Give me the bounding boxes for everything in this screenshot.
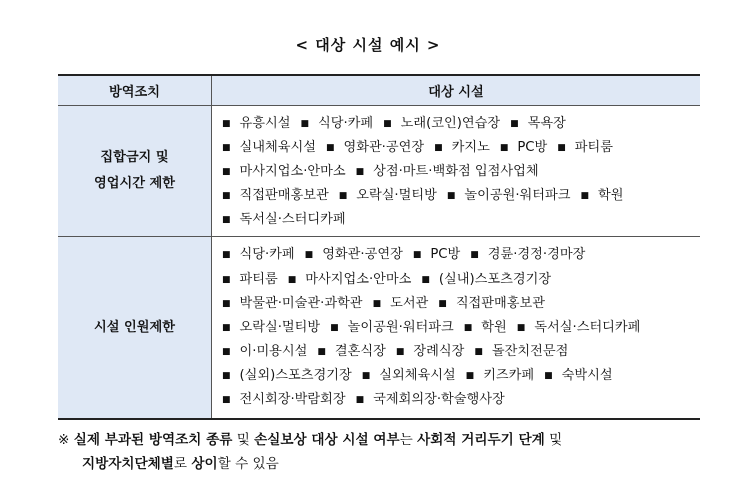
square-bullet-icon: ■ bbox=[355, 395, 365, 406]
measure-label: 집합금지 및 bbox=[100, 150, 169, 166]
facility-item bbox=[362, 364, 456, 388]
measure-label: 영업시간 제한 bbox=[93, 176, 176, 192]
facility-line bbox=[222, 388, 700, 412]
facility-item bbox=[288, 268, 412, 292]
square-bullet-icon: ■ bbox=[361, 370, 371, 381]
facility-item bbox=[222, 243, 295, 267]
facility-name: PC방 bbox=[517, 140, 548, 156]
square-bullet-icon: ■ bbox=[317, 346, 326, 357]
measure-label: 시설 인원제한 bbox=[93, 319, 176, 335]
facility-name: 실외체육시설 bbox=[379, 367, 456, 383]
facility-name: 파티룸 bbox=[239, 271, 278, 287]
facility-name: 유흥시설 bbox=[239, 116, 291, 131]
square-bullet-icon: ■ bbox=[421, 274, 430, 285]
facility-name: 마사지업소·안마소 bbox=[239, 164, 346, 180]
facility-item bbox=[510, 112, 566, 136]
facility-name: 키즈카페 bbox=[483, 367, 535, 383]
facility-item bbox=[580, 184, 623, 208]
facility-item bbox=[300, 112, 373, 136]
facility-item bbox=[222, 340, 307, 364]
square-bullet-icon: ■ bbox=[222, 370, 231, 381]
facility-name: 독서실·스터디카페 bbox=[534, 319, 641, 335]
footnote-segment: 및 bbox=[544, 432, 563, 448]
header-facility: 대상 시설 bbox=[212, 75, 701, 106]
square-bullet-icon: ■ bbox=[330, 322, 339, 333]
facility-item bbox=[383, 112, 500, 136]
square-bullet-icon: ■ bbox=[355, 167, 365, 178]
footnote-segment: 실제 부과된 방역조치 종류 bbox=[73, 432, 233, 448]
facility-item bbox=[222, 268, 278, 292]
facility-name: 오락실·멀티방 bbox=[356, 188, 437, 204]
facility-item bbox=[356, 388, 505, 412]
facility-item bbox=[222, 316, 320, 340]
facility-name: 영화관·공연장 bbox=[322, 247, 403, 263]
square-bullet-icon: ■ bbox=[438, 298, 447, 309]
square-bullet-icon: ■ bbox=[372, 298, 382, 309]
square-bullet-icon: ■ bbox=[222, 119, 231, 129]
footnote-line-2 bbox=[58, 452, 708, 476]
square-bullet-icon: ■ bbox=[325, 143, 335, 154]
facility-item bbox=[317, 340, 385, 364]
reference-mark-icon: ※ bbox=[58, 432, 74, 448]
facility-name: 학원 bbox=[481, 319, 507, 335]
facility-item bbox=[222, 112, 290, 136]
table-row bbox=[58, 237, 700, 420]
facility-name: 직접판매홍보관 bbox=[455, 295, 545, 311]
facility-item bbox=[557, 136, 613, 160]
facility-name: 오락실·멀티방 bbox=[239, 319, 321, 335]
square-bullet-icon: ■ bbox=[499, 143, 509, 154]
facility-name: 카지노 bbox=[451, 140, 490, 156]
facility-name: 박물관·미술관·과학관 bbox=[239, 295, 363, 311]
footnote-segment: 는 bbox=[399, 432, 418, 448]
measure-cell bbox=[58, 106, 212, 237]
facility-line bbox=[222, 136, 700, 160]
facility-name: 영화관·공연장 bbox=[343, 140, 425, 156]
square-bullet-icon: ■ bbox=[434, 143, 443, 154]
footnote-segment: 할 수 있음 bbox=[217, 456, 279, 472]
facility-line bbox=[222, 112, 700, 136]
square-bullet-icon: ■ bbox=[474, 346, 483, 357]
facility-item bbox=[396, 340, 464, 364]
facility-item bbox=[434, 136, 490, 160]
square-bullet-icon: ■ bbox=[383, 119, 392, 129]
facility-item bbox=[470, 243, 585, 267]
facility-item bbox=[339, 184, 437, 208]
facility-line bbox=[222, 184, 700, 208]
facility-line bbox=[222, 364, 700, 388]
facility-item bbox=[500, 136, 547, 160]
facility-name: 장례식장 bbox=[413, 343, 465, 359]
facility-table bbox=[58, 74, 700, 420]
square-bullet-icon: ■ bbox=[412, 250, 422, 261]
facility-name: (실내)스포츠경기장 bbox=[438, 271, 552, 287]
facility-item bbox=[222, 364, 352, 388]
table-header-row bbox=[58, 75, 700, 106]
facility-item bbox=[438, 292, 545, 316]
square-bullet-icon: ■ bbox=[222, 274, 231, 285]
facility-name: 돌잔치전문점 bbox=[491, 343, 569, 359]
footnote-line-1 bbox=[58, 428, 708, 452]
facility-name: 직접판매홍보관 bbox=[239, 188, 329, 204]
facility-name: 식당·카페 bbox=[239, 247, 295, 263]
square-bullet-icon: ■ bbox=[222, 298, 231, 309]
square-bullet-icon: ■ bbox=[580, 191, 589, 202]
facility-name: 국제회의장·학술행사장 bbox=[373, 392, 505, 408]
footnote-segment: 상이 bbox=[191, 456, 218, 472]
square-bullet-icon: ■ bbox=[470, 250, 479, 261]
facility-item bbox=[222, 160, 346, 184]
square-bullet-icon: ■ bbox=[544, 370, 553, 381]
facility-name: 노래(코인)연습장 bbox=[400, 116, 501, 131]
square-bullet-icon: ■ bbox=[446, 191, 456, 202]
table-row bbox=[58, 106, 700, 237]
measure-cell bbox=[58, 237, 212, 420]
facility-item bbox=[413, 243, 460, 267]
square-bullet-icon: ■ bbox=[463, 322, 473, 333]
square-bullet-icon: ■ bbox=[395, 346, 405, 357]
facility-name: 마사지업소·안마소 bbox=[305, 271, 412, 287]
facility-item bbox=[447, 184, 571, 208]
facility-item bbox=[474, 340, 568, 364]
header-measure: 방역조치 bbox=[58, 75, 212, 106]
square-bullet-icon: ■ bbox=[222, 322, 231, 333]
facility-name: 파티룸 bbox=[574, 140, 613, 156]
square-bullet-icon: ■ bbox=[300, 119, 309, 129]
facility-item bbox=[222, 184, 329, 208]
facility-item bbox=[326, 136, 424, 160]
square-bullet-icon: ■ bbox=[222, 191, 231, 202]
facility-name: 실내체육시설 bbox=[239, 140, 316, 156]
facility-name: 결혼식장 bbox=[334, 343, 386, 359]
facility-name: 경륜·경정·경마장 bbox=[487, 247, 586, 263]
page-title: < 대상 시설 예시 > bbox=[295, 36, 441, 54]
footnote-segment: 지방자치단체별 bbox=[82, 456, 174, 472]
facility-item bbox=[222, 208, 346, 232]
facility-name: 목욕장 bbox=[527, 116, 566, 131]
facility-line bbox=[222, 160, 700, 184]
square-bullet-icon: ■ bbox=[287, 274, 297, 285]
square-bullet-icon: ■ bbox=[304, 250, 314, 261]
footnote bbox=[58, 428, 708, 476]
facility-cell bbox=[212, 237, 701, 420]
facility-cell bbox=[212, 106, 701, 237]
facility-line bbox=[222, 340, 700, 364]
square-bullet-icon: ■ bbox=[338, 191, 348, 202]
facility-name: 학원 bbox=[598, 188, 624, 204]
facility-item bbox=[330, 316, 454, 340]
facility-name: 이·미용시설 bbox=[239, 343, 308, 359]
square-bullet-icon: ■ bbox=[222, 215, 231, 226]
square-bullet-icon: ■ bbox=[222, 395, 231, 406]
square-bullet-icon: ■ bbox=[516, 322, 526, 333]
facility-name: 숙박시설 bbox=[561, 367, 613, 383]
facility-name: 놀이공원·워터파크 bbox=[464, 188, 571, 204]
facility-name: 놀이공원·워터파크 bbox=[347, 319, 454, 335]
square-bullet-icon: ■ bbox=[465, 370, 475, 381]
facility-item bbox=[222, 136, 316, 160]
facility-line bbox=[222, 208, 700, 232]
square-bullet-icon: ■ bbox=[222, 167, 231, 178]
facility-name: 독서실·스터디카페 bbox=[239, 212, 346, 228]
square-bullet-icon: ■ bbox=[510, 119, 519, 129]
facility-item bbox=[373, 292, 429, 316]
facility-item bbox=[222, 292, 363, 316]
facility-item bbox=[356, 160, 539, 184]
facility-line bbox=[222, 316, 700, 340]
footnote-segment: 사회적 거리두기 단계 bbox=[417, 432, 545, 448]
footnote-segment: 로 bbox=[173, 456, 192, 472]
square-bullet-icon: ■ bbox=[222, 250, 231, 261]
square-bullet-icon: ■ bbox=[222, 143, 231, 154]
facility-name: PC방 bbox=[430, 247, 461, 263]
facility-name: (실외)스포츠경기장 bbox=[239, 367, 352, 383]
facility-name: 도서관 bbox=[390, 295, 429, 311]
facility-item bbox=[544, 364, 612, 388]
facility-item bbox=[421, 268, 551, 292]
square-bullet-icon: ■ bbox=[222, 346, 231, 357]
facility-line bbox=[222, 292, 700, 316]
square-bullet-icon: ■ bbox=[557, 143, 566, 154]
facility-name: 식당·카페 bbox=[318, 116, 374, 131]
facility-item bbox=[222, 388, 346, 412]
facility-line bbox=[222, 243, 700, 267]
facility-item bbox=[466, 364, 534, 388]
facility-item bbox=[517, 316, 641, 340]
facility-name: 전시회장·박람회장 bbox=[239, 392, 346, 408]
footnote-segment: 손실보상 대상 시설 여부 bbox=[254, 432, 400, 448]
facility-line bbox=[222, 268, 700, 292]
facility-item bbox=[464, 316, 507, 340]
facility-item bbox=[305, 243, 403, 267]
facility-name: 상점·마트·백화점 입점사업체 bbox=[373, 164, 539, 180]
footnote-segment: 및 bbox=[232, 432, 255, 448]
